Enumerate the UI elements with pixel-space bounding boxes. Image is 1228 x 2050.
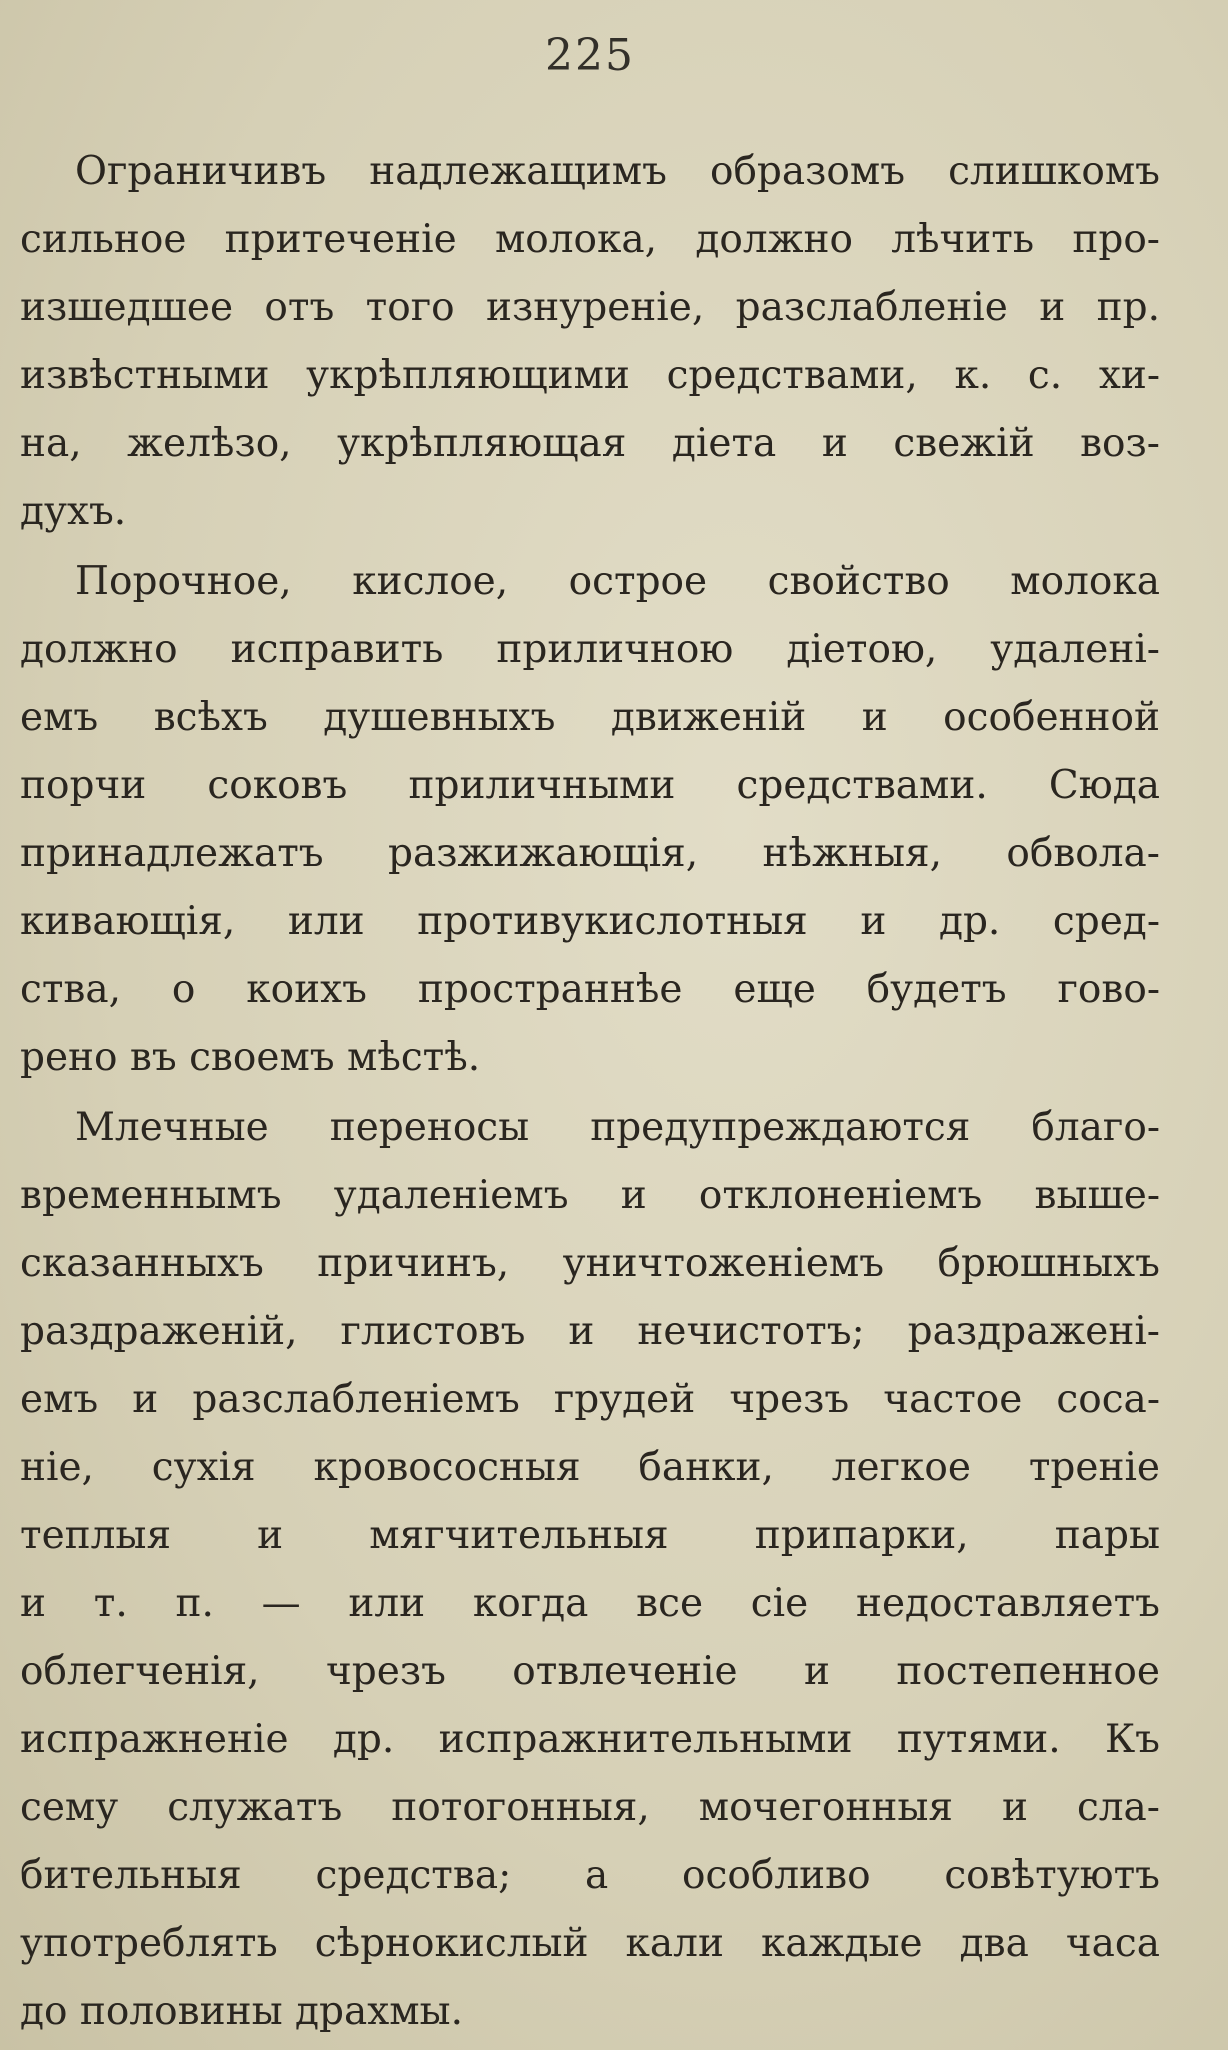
text-line: емъ и разслабленіемъ грудей чрезъ частое соса- [20,1377,1160,1422]
book-page [20,30,1160,2034]
text-line: на, желѣзо, укрѣпляющая діета и свежій воз- [20,421,1160,466]
text-line: извѣстными укрѣпляющими средствами, к. с. хи- [20,353,1160,398]
paragraph-3 [20,1094,1160,2046]
text-line: сему служатъ потогонныя, мочегонныя и сла- [20,1785,1160,1830]
text-line: кивающія, или противукислотныя и др. сред- [20,899,1160,944]
text-line: и т. п. — или когда все сіе недоставляетъ [20,1581,1160,1626]
text-line: бительныя средства; а особливо совѣтуютъ [20,1853,1160,1898]
text-line: сильное притеченіе молока, должно лѣчить про- [20,217,1160,262]
text-line: духъ. [20,489,127,534]
text-line: Млечные переносы предупреждаются благо- [75,1105,1160,1150]
text-line: изшедшее отъ того изнуреніе, разслабленіе и пр. [20,285,1160,330]
text-line: Порочное, кислое, острое свойство молока [75,559,1160,604]
text-line: ства, о коихъ пространнѣе еще будетъ гово- [20,967,1160,1012]
text-line: порчи соковъ приличными средствами. Сюда [20,763,1160,808]
text-line: испражненіе др. испражнительными путями. Къ [20,1717,1160,1762]
text-line: принадлежатъ разжижающія, нѣжныя, обвола- [20,831,1160,876]
text-line: теплыя и мягчительныя припарки, пары [20,1513,1160,1558]
text-line: должно исправить приличною діетою, удалені- [20,627,1160,672]
text-line: рено въ своемъ мѣстѣ. [20,1035,481,1080]
text-line: Ограничивъ надлежащимъ образомъ слишкомъ [75,149,1160,194]
text-line: емъ всѣхъ душевныхъ движеній и особенной [20,695,1160,740]
text-line: употреблять сѣрнокислый кали каждые два часа [20,1921,1160,1966]
text-line: временнымъ удаленіемъ и отклоненіемъ выше- [20,1173,1160,1218]
page-number: 225 [545,30,635,81]
text-line: ніе, сухія кровососныя банки, легкое треніе [20,1445,1160,1490]
text-line: облегченія, чрезъ отвлеченіе и постепенное [20,1649,1160,1694]
paragraph-1 [20,138,1160,546]
text-line: раздраженій, глистовъ и нечистотъ; раздражені- [20,1309,1160,1354]
text-line: сказанныхъ причинъ, уничтоженіемъ брюшныхъ [20,1241,1160,1286]
page-body [20,138,1160,2046]
paragraph-2 [20,548,1160,1092]
text-line: до половины драхмы. [20,1989,463,2034]
